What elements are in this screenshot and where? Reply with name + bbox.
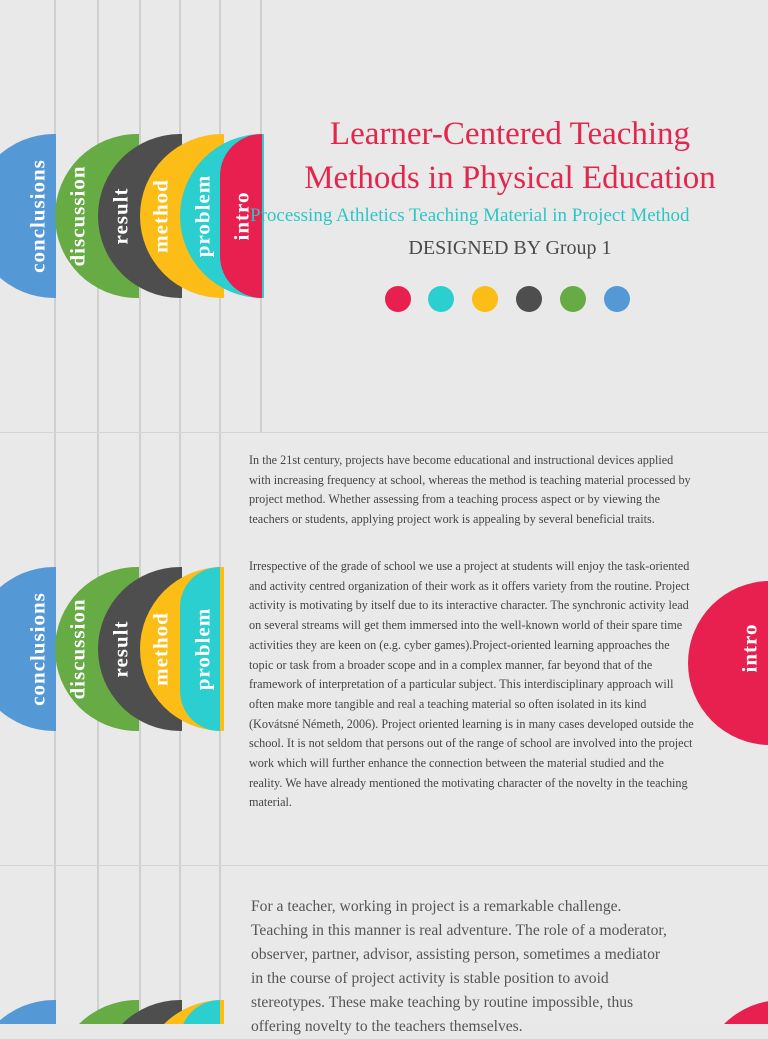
teacher-paragraph: For a teacher, working in project is a remarkable challenge. Teaching in this manner is real adventure. The role of a moderator, observer, partner, advisor, assisting person, sometimes a mediator in the course of project activity is stable position to avoid stereotypes. These make teaching by routine impossible, thus offering novelty to the teachers themselves. [251,898,667,1035]
tab-label-discussion: discussion [65,598,90,700]
tab-label-problem: problem [190,174,215,258]
tab-label-conclusions: conclusions [25,592,50,706]
intro-paragraph-1: In the 21st century, projects have become educational and instructional devices applied with increasing frequency at school, whereas the method is teaching material processed by project method. Whether assessing from a teaching process aspect or by viewing the teachers or students, applying project work is appealing by several beneficial traits. [249,453,691,527]
divider-line [139,866,141,1024]
tab-label-intro: intro [737,623,762,673]
tab-label-intro: intro [229,191,254,241]
cover-slide [0,0,768,432]
tab-conclusions[interactable] [0,1000,56,1024]
tab-label-method: method [148,179,173,253]
tab-label-discussion: discussion [65,165,90,267]
color-dot-method [472,286,498,312]
intro-slide [0,433,768,865]
tab-label-conclusions: conclusions [25,159,50,273]
color-dot-result [516,286,542,312]
tab-label-result: result [108,620,133,678]
designed-by: DESIGNED BY Group 1 [408,237,612,259]
intro-paragraph-2: Irrespective of the grade of school we use a project at students will enjoy the task-oriented and activity centred organization of their work as it offers variety from the routine. Project activity is motivating by itself due to its interactive character. The synchronic activity lead on several streams will get them immersed into the well-known world of their spare time activities they are keen on (e.g. cyber games).Project-oriented learning approaches the topic or task from a broader scope and in a complex manner, far beyond that of the framework of interpretation of a particular subject. This interdisciplinary approach will often make more tangible and real a teaching material so often isolated in its kind (Kovátsné Németh, 2006). Project oriented learning is in many cases developed outside the school. It is not seldom that persons out of the range of school are involved into the project work which will further enhance the connection between the material studied and the reality. We have already mentioned the motivating character of the novelty in the teaching material. [249,559,694,810]
color-dot-intro [385,286,411,312]
tab-label-result: result [108,187,133,245]
color-dot-problem [428,286,454,312]
title-line-2: Methods in Physical Education [304,160,716,196]
color-dot-discussion [560,286,586,312]
divider-line [97,866,99,1024]
page-title [250,112,768,200]
tab-label-problem: problem [190,607,215,691]
color-dot-conclusions [604,286,630,312]
tab-label-method: method [148,612,173,686]
title-line-1: Learner-Centered Teaching [329,116,691,152]
intro-circle-tab[interactable] [700,1000,768,1024]
subtitle: Processing Athletics Teaching Material in Project Method [250,205,690,226]
